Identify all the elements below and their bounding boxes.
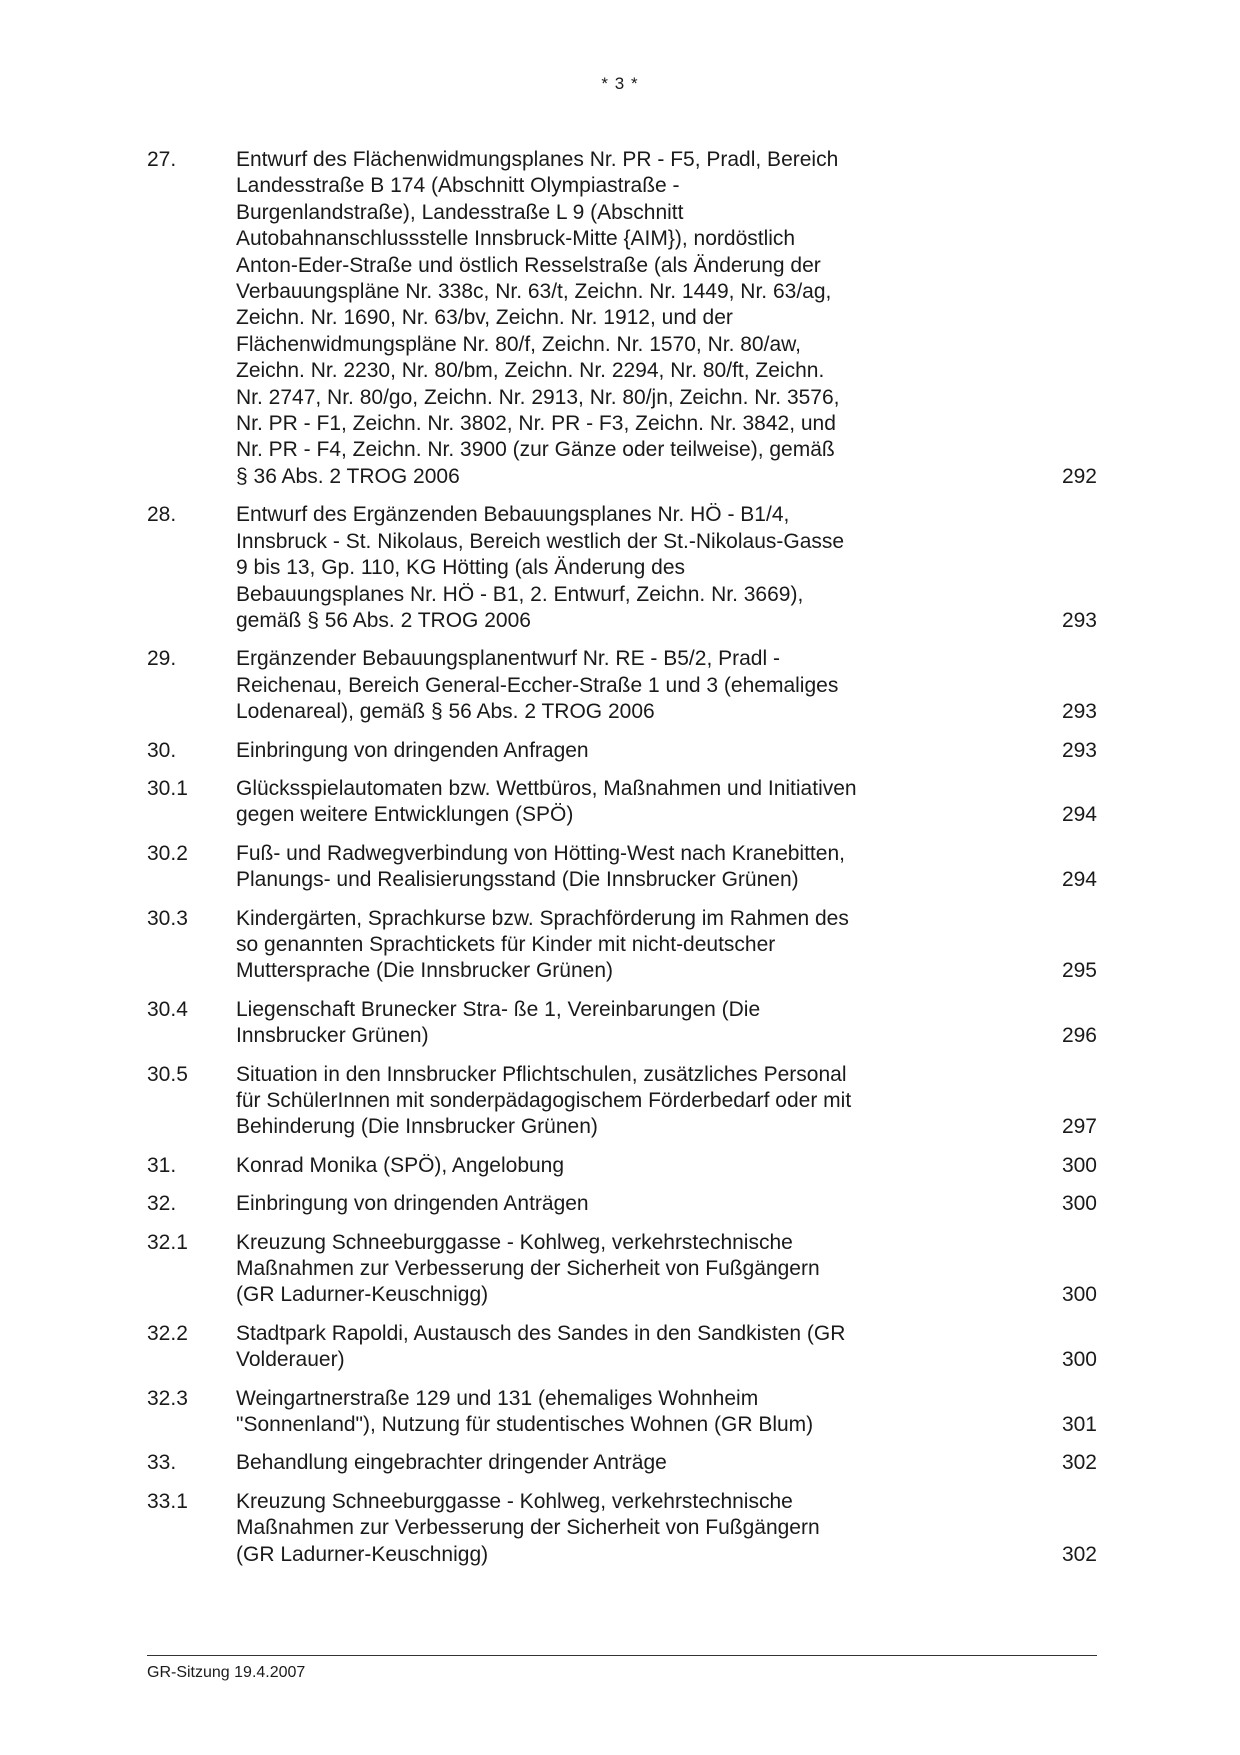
toc-entry-title-line: Zeichn. Nr. 1690, Nr. 63/bv, Zeichn. Nr. 1912, und der (236, 306, 733, 330)
toc-entry-title (236, 841, 916, 894)
toc-entry-number: 28. (147, 503, 177, 527)
toc-entry-title-line: so genannten Sprachtickets für Kinder mit nicht-deutscher (236, 932, 776, 956)
toc-entry-title (236, 1191, 916, 1217)
toc-entry-number: 30.5 (147, 1062, 188, 1086)
toc-entry-title-line: Kreuzung Schneeburggasse - Kohlweg, verkehrstechnische (236, 1230, 793, 1254)
toc-entry-page: 300 (1061, 1153, 1097, 1177)
toc-entry-title-line: Verbauungspläne Nr. 338c, Nr. 63/t, Zeichn. Nr. 1449, Nr. 63/ag, (236, 280, 832, 304)
toc-entry-number: 32. (147, 1192, 177, 1216)
toc-entry-page: 293 (1061, 700, 1097, 724)
page-number: * 3 * (601, 74, 639, 93)
toc-entry-title-line: Reichenau, Bereich General-Eccher-Straße 1 und 3 (ehemaliges (236, 673, 839, 697)
toc-entry-page: 293 (1061, 608, 1097, 632)
toc-entry-number: 30.2 (147, 841, 188, 865)
toc-entry (147, 1062, 1097, 1141)
toc-entry-title-line: Maßnahmen zur Verbesserung der Sicherheit von Fußgängern (236, 1257, 820, 1281)
toc-entry-number: 32.1 (147, 1230, 188, 1254)
toc-entry-title-line: Maßnahmen zur Verbesserung der Sicherheit von Fußgängern (236, 1516, 820, 1540)
toc-entry-page: 300 (1061, 1283, 1097, 1307)
toc-entry (147, 646, 1097, 725)
toc-entry-title (236, 997, 916, 1050)
toc-entry-page: 300 (1061, 1192, 1097, 1216)
toc-entry-title-line: Behandlung eingebrachter dringender Anträge (236, 1451, 667, 1475)
toc-entry (147, 147, 1097, 490)
toc-entry-title-line: Landesstraße B 174 (Abschnitt Olympiastraße - (236, 174, 680, 198)
toc-entry-title-line: Konrad Monika (SPÖ), Angelobung (236, 1153, 565, 1177)
toc-entry-number: 30.1 (147, 776, 188, 800)
toc-entry-title-line: Kindergärten, Sprachkurse bzw. Sprachförderung im Rahmen des (236, 906, 849, 930)
toc-entry (147, 1153, 1097, 1179)
toc-entry-page: 297 (1061, 1115, 1097, 1139)
toc-entry-number: 31. (147, 1153, 177, 1177)
toc-entry-number: 27. (147, 148, 177, 171)
toc-entry-title (236, 646, 916, 725)
toc-entry (147, 1386, 1097, 1439)
toc-entry-title-line: gegen weitere Entwicklungen (SPÖ) (236, 803, 574, 827)
toc-entry-title-line: Situation in den Innsbrucker Pflichtschulen, zusätzliches Personal (236, 1062, 847, 1086)
toc-entry-title-line: Planungs- und Realisierungsstand (Die Innsbrucker Grünen) (236, 868, 799, 892)
toc-entry-page: 296 (1061, 1024, 1097, 1048)
toc-entry-page: 294 (1061, 868, 1097, 892)
toc-entry-title (236, 147, 916, 490)
toc-entry-title-line: Nr. PR - F1, Zeichn. Nr. 3802, Nr. PR - F3, Zeichn. Nr. 3842, und (236, 412, 836, 436)
toc-entry-number: 30. (147, 738, 177, 762)
toc-entry-title (236, 1153, 916, 1179)
toc-entry-page: 294 (1061, 803, 1097, 827)
toc-entry (147, 1230, 1097, 1309)
footer-session-date: GR-Sitzung 19.4.2007 (147, 1664, 306, 1681)
toc-entry-title (236, 1321, 916, 1374)
toc-entry-title-line: Volderauer) (236, 1348, 345, 1372)
toc-entry-title-line: Burgenlandstraße), Landesstraße L 9 (Abschnitt (236, 200, 684, 224)
toc-entry-title-line: § 36 Abs. 2 TROG 2006 (236, 464, 460, 488)
toc-entry-title-line: 9 bis 13, Gp. 110, KG Hötting (als Änderung des (236, 556, 686, 580)
toc-entry (147, 906, 1097, 985)
toc-entry-number: 32.2 (147, 1321, 188, 1345)
toc-entry-title-line: Muttersprache (Die Innsbrucker Grünen) (236, 959, 613, 983)
toc-entry-title-line: Nr. PR - F4, Zeichn. Nr. 3900 (zur Gänze oder teilweise), gemäß (236, 438, 835, 462)
toc-entry-title-line: "Sonnenland"), Nutzung für studentisches Wohnen (GR Blum) (236, 1413, 814, 1437)
toc-entry-title-line: gemäß § 56 Abs. 2 TROG 2006 (236, 608, 531, 632)
toc-entry-title-line: für SchülerInnen mit sonderpädagogischem Förderbedarf oder mit (236, 1089, 852, 1112)
toc-entry-title-line: Lodenareal), gemäß § 56 Abs. 2 TROG 2006 (236, 700, 655, 724)
toc-entry-title-line: Kreuzung Schneeburggasse - Kohlweg, verkehrstechnische (236, 1489, 793, 1513)
toc-entry (147, 997, 1097, 1050)
toc-entry-title-line: Entwurf des Ergänzenden Bebauungsplanes Nr. HÖ - B1/4, (236, 503, 790, 527)
toc-entry-title-line: (GR Ladurner-Keuschnigg) (236, 1542, 489, 1566)
toc-entry-number: 32.3 (147, 1386, 188, 1410)
toc-entry-title (236, 906, 916, 985)
toc-entry-number: 33. (147, 1451, 177, 1475)
toc-entry-title-line: Behinderung (Die Innsbrucker Grünen) (236, 1115, 598, 1139)
toc-entry-page: 301 (1061, 1413, 1097, 1437)
toc-entry-title-line: Zeichn. Nr. 2230, Nr. 80/bm, Zeichn. Nr. 2294, Nr. 80/ft, Zeichn. (236, 359, 825, 383)
toc-entry-page: 292 (1061, 464, 1097, 488)
toc-entry (147, 776, 1097, 829)
toc-entry-title-line: Fuß- und Radwegverbindung von Hötting-West nach Kranebitten, (236, 841, 845, 865)
toc-entry-title-line: Innsbrucker Grünen) (236, 1024, 429, 1048)
table-of-contents (147, 147, 1097, 1580)
toc-entry-title-line: Glücksspielautomaten bzw. Wettbüros, Maßnahmen und Initiativen (236, 776, 857, 800)
toc-entry-title-line: Nr. 2747, Nr. 80/go, Zeichn. Nr. 2913, Nr. 80/jn, Zeichn. Nr. 3576, (236, 385, 840, 409)
toc-entry-title (236, 502, 916, 634)
toc-entry (147, 841, 1097, 894)
toc-entry-title (236, 1489, 916, 1568)
toc-entry-title-line: Autobahnanschlussstelle Innsbruck-Mitte {AIM}), nordöstlich (236, 227, 796, 251)
toc-entry (147, 1191, 1097, 1217)
toc-entry-title-line: Innsbruck - St. Nikolaus, Bereich westlich der St.-Nikolaus-Gasse (236, 529, 845, 553)
toc-entry-title-line: Einbringung von dringenden Anträgen (236, 1192, 589, 1216)
toc-entry (147, 1450, 1097, 1476)
toc-entry-title (236, 776, 916, 829)
toc-entry-title-line: Stadtpark Rapoldi, Austausch des Sandes in den Sandkisten (GR (236, 1321, 846, 1345)
toc-entry-title-line: Liegenschaft Brunecker Stra- ße 1, Vereinbarungen (Die (236, 997, 761, 1021)
toc-entry-title-line: Bebauungsplanes Nr. HÖ - B1, 2. Entwurf, Zeichn. Nr. 3669), (236, 582, 804, 606)
toc-entry-title-line: Ergänzender Bebauungsplanentwurf Nr. RE - B5/2, Pradl - (236, 647, 780, 671)
toc-entry-number: 29. (147, 647, 177, 671)
toc-entry-number: 33.1 (147, 1489, 188, 1513)
toc-entry (147, 1489, 1097, 1568)
toc-entry (147, 1321, 1097, 1374)
toc-entry-title-line: (GR Ladurner-Keuschnigg) (236, 1283, 489, 1307)
toc-entry-title (236, 1062, 916, 1141)
toc-entry-number: 30.3 (147, 906, 188, 930)
toc-entry-title-line: Flächenwidmungspläne Nr. 80/f, Zeichn. Nr. 1570, Nr. 80/aw, (236, 332, 801, 356)
toc-entry (147, 502, 1097, 634)
toc-entry-page: 293 (1061, 738, 1097, 762)
toc-entry-number: 30.4 (147, 997, 188, 1021)
toc-entry-title-line: Einbringung von dringenden Anfragen (236, 738, 589, 762)
toc-entry-title-line: Weingartnerstraße 129 und 131 (ehemaliges Wohnheim (236, 1386, 759, 1410)
toc-entry-title (236, 1386, 916, 1439)
toc-entry-page: 300 (1061, 1348, 1097, 1372)
toc-entry-title (236, 1230, 916, 1309)
toc-entry-title-line: Anton-Eder-Straße und östlich Resselstraße (als Änderung der (236, 253, 821, 277)
toc-entry (147, 738, 1097, 764)
toc-entry-page: 295 (1061, 959, 1097, 983)
toc-entry-page: 302 (1061, 1542, 1097, 1566)
toc-entry-title (236, 1450, 916, 1476)
footer-divider (147, 1655, 1097, 1656)
toc-entry-page: 302 (1061, 1451, 1097, 1475)
toc-entry-title-line: Entwurf des Flächenwidmungsplanes Nr. PR - F5, Pradl, Bereich (236, 148, 839, 171)
toc-entry-title (236, 738, 916, 764)
